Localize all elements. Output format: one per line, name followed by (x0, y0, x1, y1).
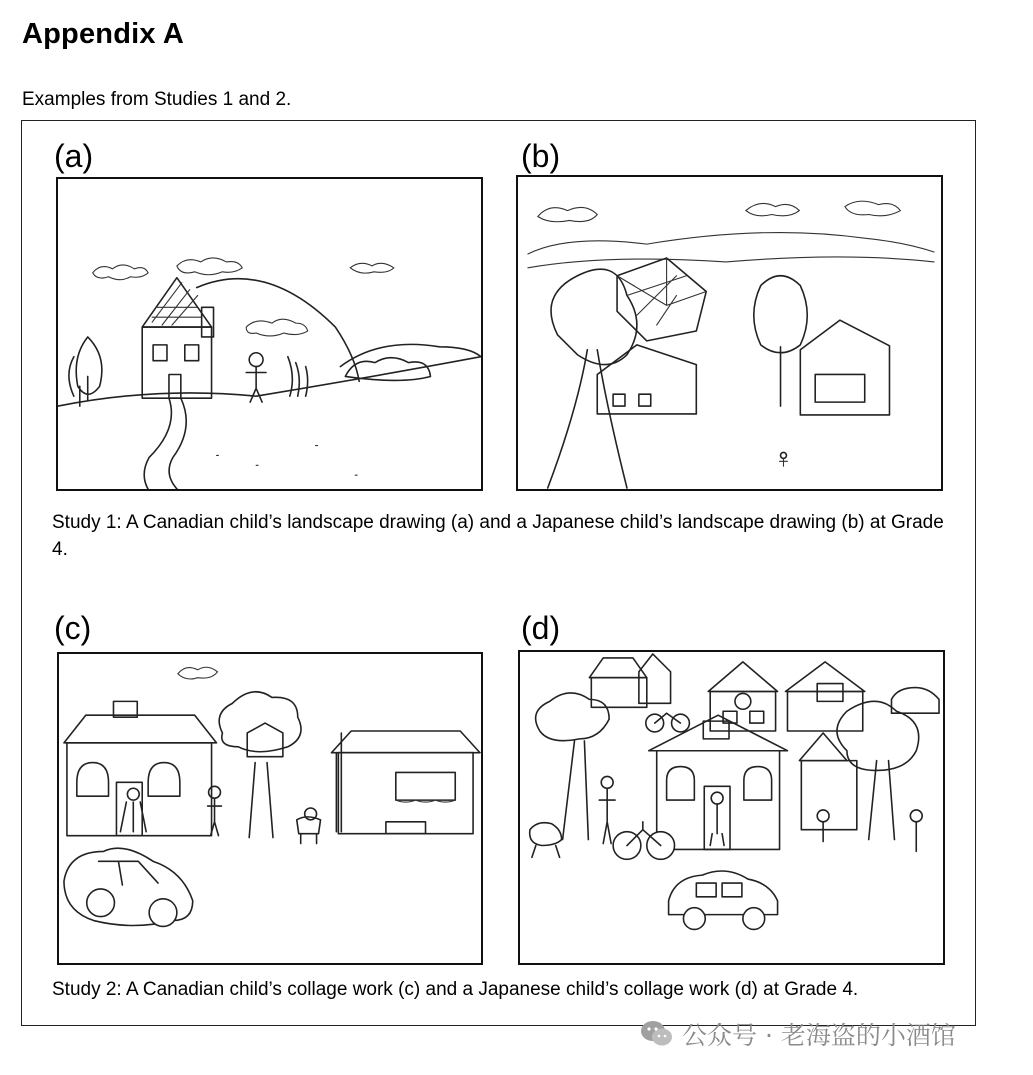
panel-b-label: (b) (521, 138, 561, 174)
panel-c-collage (57, 652, 483, 965)
panel-b-drawing (516, 175, 943, 491)
watermark-text: 公众号 · 老海盗的小酒馆 (682, 1021, 956, 1050)
wechat-icon (640, 1019, 674, 1049)
panel-d-collage (518, 650, 945, 965)
panel-c-label: (c) (54, 610, 92, 646)
panel-a-label: (a) (54, 138, 94, 174)
panel-d-label: (d) (521, 610, 561, 646)
panel-a-drawing (56, 177, 483, 491)
study2-caption: Study 2: A Canadian child’s collage work (c) and a Japanese child’s collage work (d) at Grade 4. (52, 979, 859, 1000)
watermark (640, 1016, 956, 1052)
study1-caption: Study 1: A Canadian child’s landscape drawing (a) and a Japanese child’s landscape drawing (b) at Grade 4. (52, 512, 944, 560)
appendix-intro: Examples from Studies 1 and 2. (22, 89, 292, 110)
appendix-heading: Appendix A (22, 18, 185, 50)
